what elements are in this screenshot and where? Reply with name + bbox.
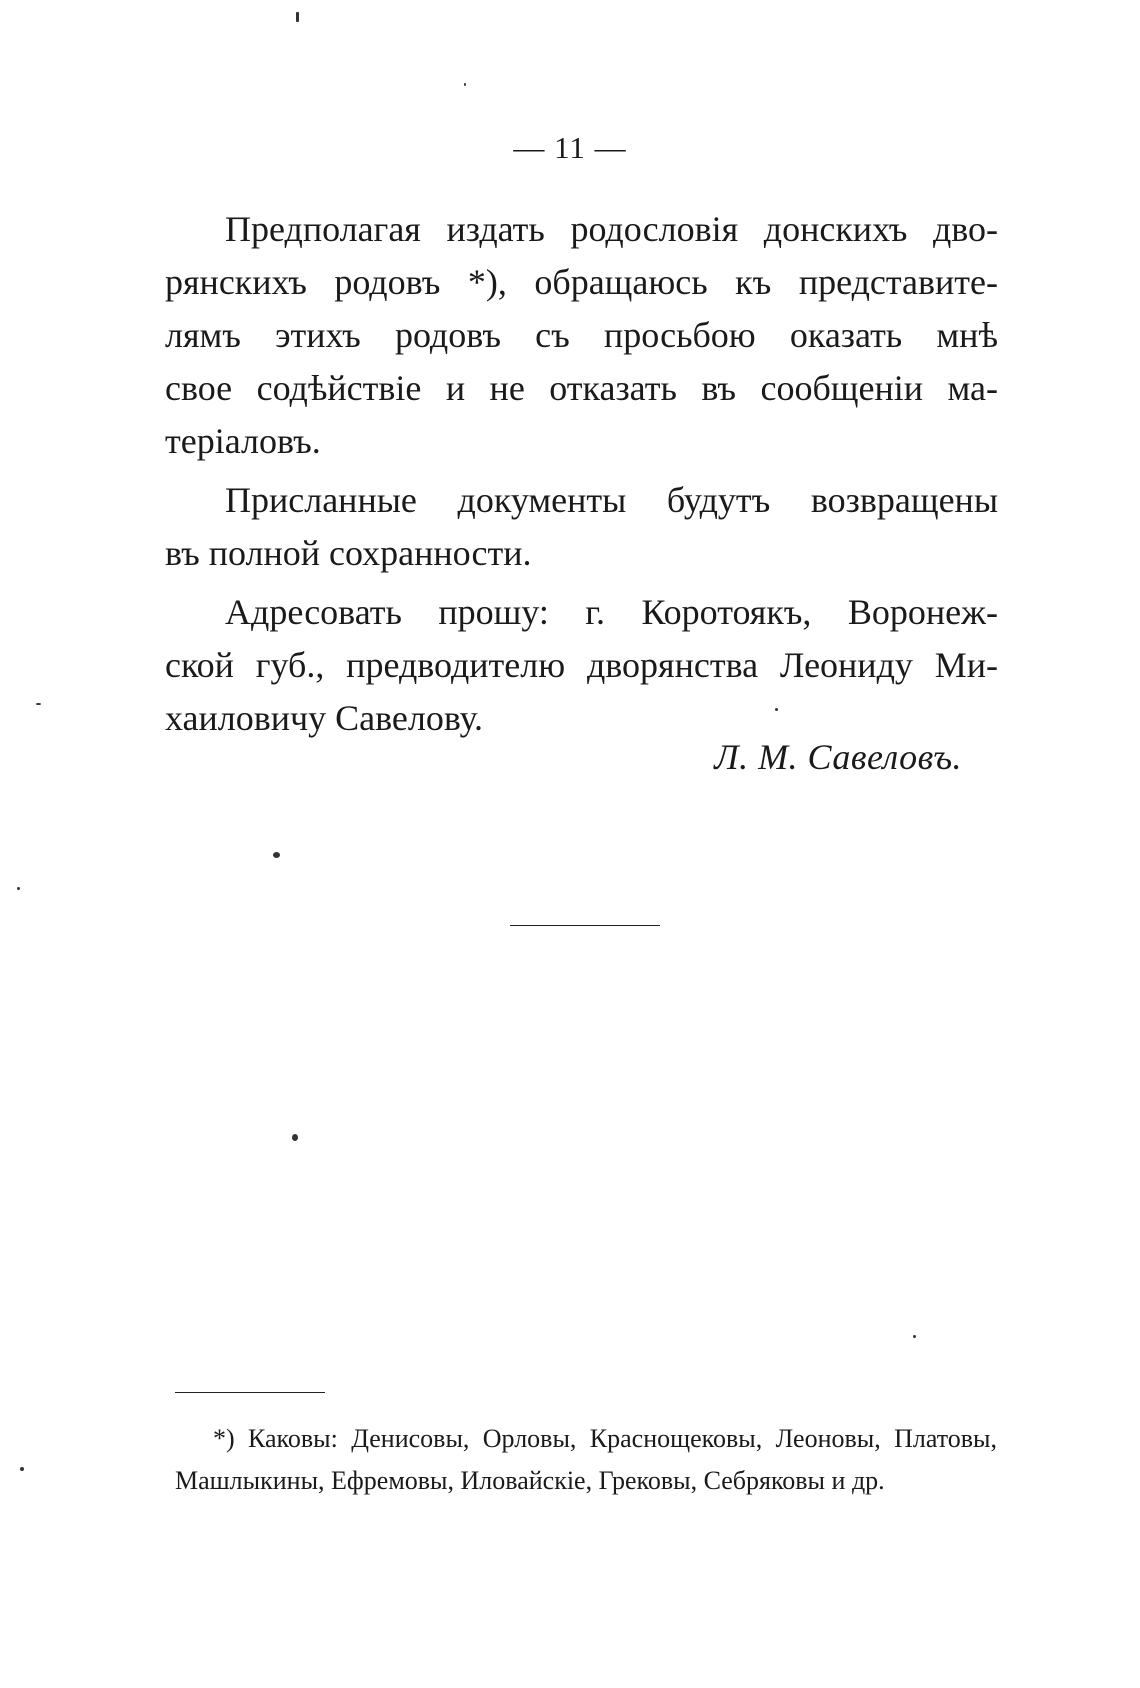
footnote-line: Машлыкины, Ефремовы, Иловайскіе, Грековы, Себряковы и др. bbox=[175, 1466, 885, 1495]
print-speck bbox=[913, 1335, 916, 1338]
signature: Л. М. Савеловъ. bbox=[714, 737, 962, 777]
paragraph-2 bbox=[165, 474, 998, 580]
footnote-rule bbox=[175, 1392, 325, 1393]
text-line: Адресовать прошу: г. Коротоякъ, Воронеж- bbox=[225, 592, 998, 632]
main-text bbox=[165, 203, 998, 745]
footnote bbox=[175, 1418, 997, 1502]
print-speck bbox=[273, 852, 280, 858]
text-line: Предполагая издать родословія донскихъ дво- bbox=[225, 209, 998, 249]
print-speck bbox=[464, 83, 466, 86]
text-line: рянскихъ родовъ *), обращаюсь къ представите- bbox=[165, 262, 998, 302]
print-speck bbox=[36, 703, 41, 705]
text-line: хаиловичу Савелову. bbox=[165, 698, 483, 738]
print-speck bbox=[20, 1467, 24, 1471]
section-divider bbox=[510, 925, 660, 926]
page-number: — 11 — bbox=[513, 130, 627, 165]
text-line: свое содѣйствіе и не отказать въ сообщеніи ма- bbox=[165, 368, 998, 408]
text-line: ской губ., предводителю дворянства Леониду Ми- bbox=[165, 645, 998, 685]
text-line: въ полной сохранности. bbox=[165, 533, 532, 573]
print-speck bbox=[775, 708, 778, 711]
text-line: лямъ этихъ родовъ съ просьбою оказать мнѣ bbox=[165, 315, 998, 355]
paragraph-3 bbox=[165, 586, 998, 745]
print-speck bbox=[296, 12, 299, 22]
print-speck bbox=[292, 1134, 298, 1141]
footnote-line: *) Каковы: Денисовы, Орловы, Краснощековы, Леоновы, Платовы, bbox=[213, 1424, 997, 1453]
paragraph-1 bbox=[165, 203, 998, 468]
text-line: теріаловъ. bbox=[165, 421, 321, 461]
print-speck bbox=[17, 887, 20, 890]
text-line: Присланные документы будутъ возвращены bbox=[225, 480, 998, 520]
